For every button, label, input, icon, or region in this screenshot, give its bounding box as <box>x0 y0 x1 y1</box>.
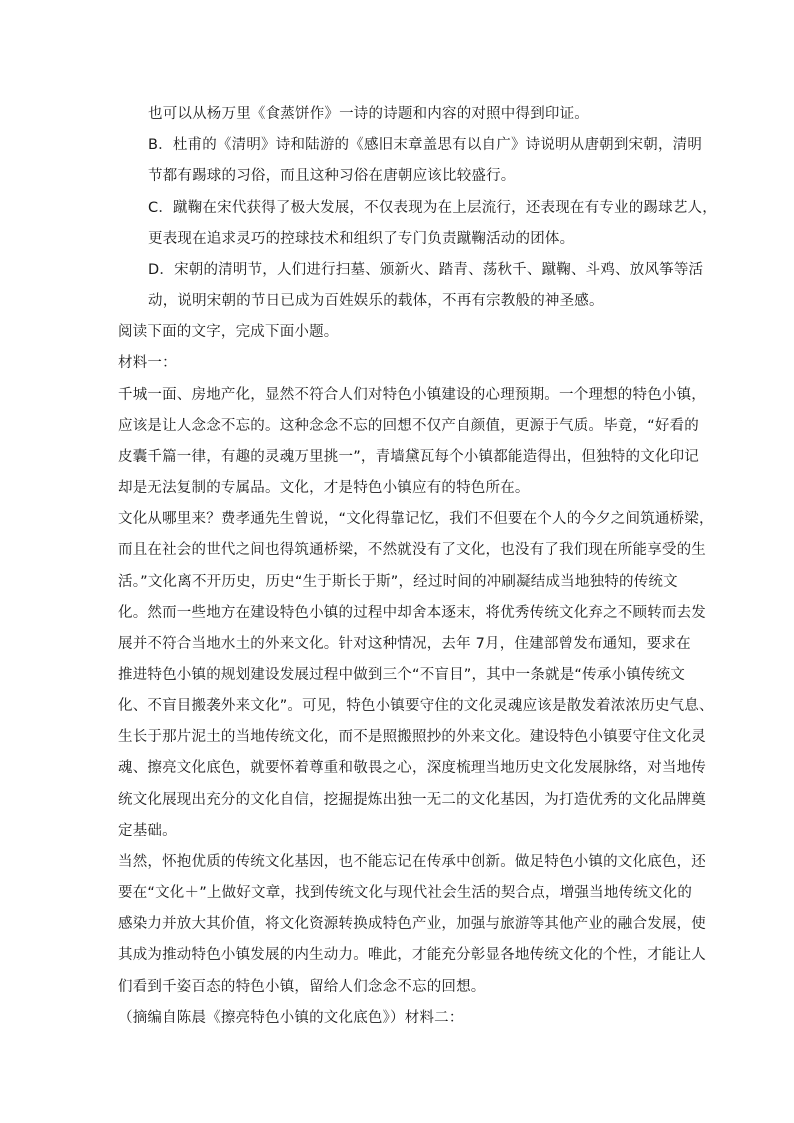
option-d-line-2: 动，说明宋朝的节日已成为百姓娱乐的载体，不再有宗教般的神圣感。 <box>148 293 604 309</box>
option-b-line-2: 节都有踢球的习俗，而且这种习俗在唐朝应该比较盛行。 <box>148 168 516 184</box>
source-citation: （摘编自陈晨《擦亮特色小镇的文化底色》）材料二： <box>118 1010 464 1026</box>
paragraph-2-line: 化。然而一些地方在建设特色小镇的过程中却舍本逐末，将优秀传统文化弃之不顾转而去发 <box>118 605 706 621</box>
option-b-line-1: B．杜甫的《清明》诗和陆游的《感旧末章盖思有以自广》诗说明从唐朝到宋朝，清明 <box>148 137 703 153</box>
paragraph-1-line: 皮囊千篇一律，有趣的灵魂万里挑一”，青墙黛瓦每个小镇都能造得出，但独特的文化印记 <box>118 449 700 465</box>
paragraph-2-line: 定基础。 <box>118 823 177 839</box>
paragraph-2-line: 统文化展现出充分的文化自信，挖掘提炼出独一无二的文化基因，为打造优秀的文化品牌奠 <box>118 792 706 808</box>
option-d-line-1: D．宋朝的清明节，人们进行扫墓、颁新火、踏青、荡秋千、蹴鞠、斗鸡、放风筝等活 <box>148 262 704 278</box>
paragraph-2-line: 推进特色小镇的规划建设发展过程中做到三个“不盲目”，其中一条就是“传承小镇传统文 <box>118 667 686 683</box>
paragraph-3-line: 其成为推动特色小镇发展的内生动力。唯此，才能充分彰显各地传统文化的个性，才能让人 <box>118 947 706 963</box>
paragraph-3-line: 要在“文化＋”上做好文章，找到传统文化与现代社会生活的契合点，增强当地传统文化的 <box>118 885 693 901</box>
paragraph-1-line: 却是无法复制的专属品。文化，才是特色小镇应有的特色所在。 <box>118 480 530 496</box>
paragraph-2-line: 展并不符合当地水土的外来文化。针对这种情况，去年 7月，住建部曾发布通知，要求在 <box>118 636 691 652</box>
paragraph-1-line: 应该是让人念念不忘的。这种念念不忘的回想不仅产自颜值，更源于气质。毕竟，“好看的 <box>118 418 700 434</box>
paragraph-2-line: 生长于那片泥土的当地传统文化，而不是照搬照抄的外来文化。建设特色小镇要守住文化灵 <box>118 729 706 745</box>
paragraph-2-line: 化、不盲目搬袭外来文化”。可见，特色小镇要守住的文化灵魂应该是散发着浓浓历史气息、 <box>118 698 714 714</box>
paragraph-2-line: 文化从哪里来？费孝通先生曾说，“文化得靠记忆，我们不但要在个人的今夕之间筑通桥梁， <box>118 511 714 527</box>
paragraph-2-line: 魂、擦亮文化底色，就要怀着尊重和敬畏之心，深度梳理当地历史文化发展脉络，对当地传 <box>118 760 706 776</box>
material-one-label: 材料一： <box>118 355 177 371</box>
reading-instruction: 阅读下面的文字，完成下面小题。 <box>118 324 339 340</box>
paragraph-3-line: 们看到千姿百态的特色小镇，留给人们念念不忘的回想。 <box>118 979 486 995</box>
paragraph-2-line: 活。”文化离不开历史，历史“生于斯长于斯”，经过时间的冲刷凝结成当地独特的传统文 <box>118 574 678 590</box>
paragraph-1-line: 千城一面、房地产化，显然不符合人们对特色小镇建设的心理预期。一个理想的特色小镇， <box>118 387 706 403</box>
option-a-continuation: 也可以从杨万里《食蒸饼作》一诗的诗题和内容的对照中得到印证。 <box>148 106 589 122</box>
paragraph-3-line: 当然，怀抱优质的传统文化基因，也不能忘记在传承中创新。做足特色小镇的文化底色，还 <box>118 854 706 870</box>
paragraph-2-line: 而且在社会的世代之间也得筑通桥梁，不然就没有了文化，也没有了我们现在所能享受的生 <box>118 542 706 558</box>
option-c-line-1: C．蹴鞠在宋代获得了极大发展，不仅表现为在上层流行，还表现在有专业的踢球艺人， <box>148 200 717 216</box>
option-c-line-2: 更表现在追求灵巧的控球技术和组织了专门负责蹴鞠活动的团体。 <box>148 231 575 247</box>
paragraph-3-line: 感染力并放大其价值，将文化资源转换成特色产业，加强与旅游等其他产业的融合发展，使 <box>118 916 706 932</box>
